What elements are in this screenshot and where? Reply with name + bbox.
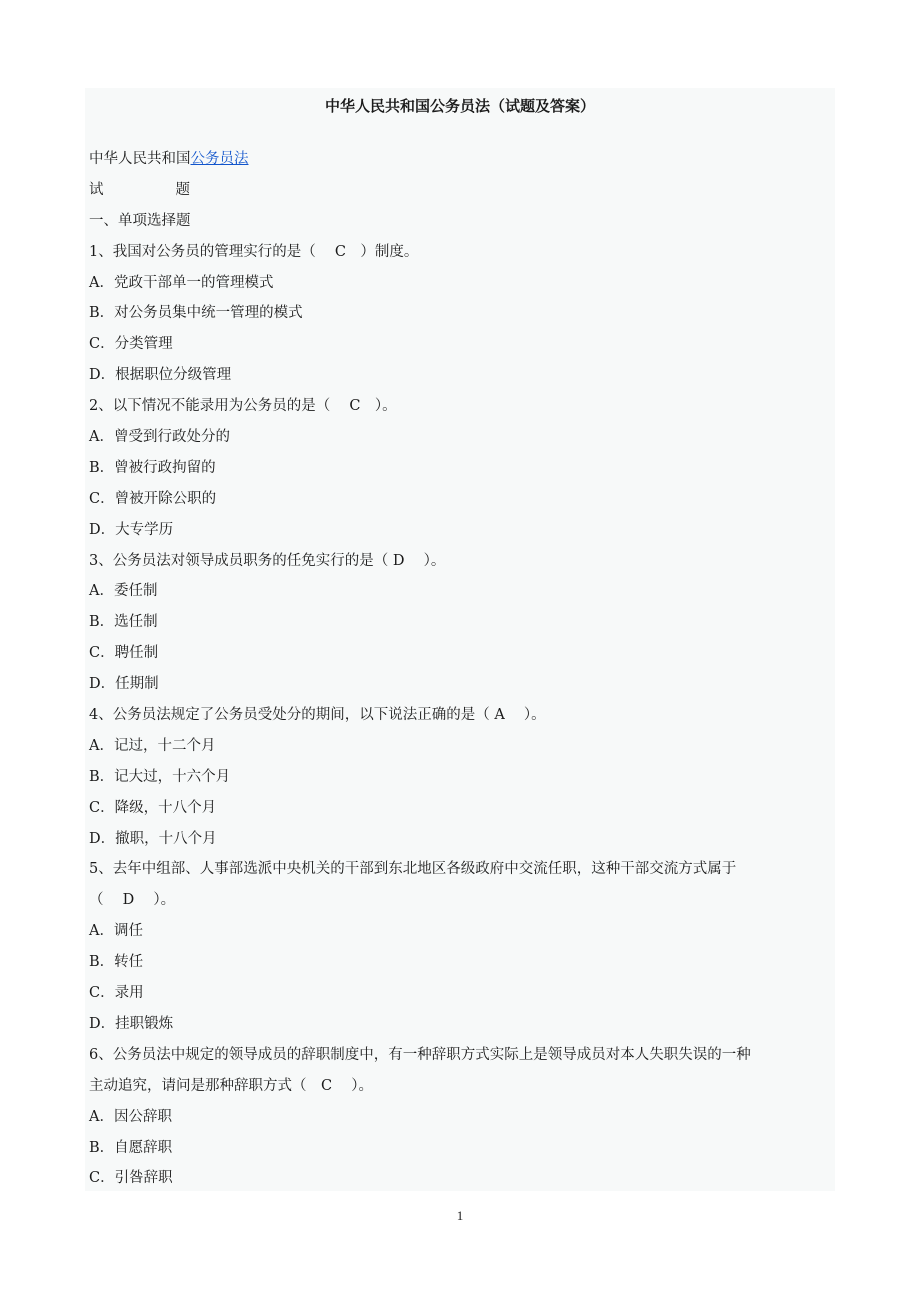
option: B．记大过，十六个月 — [89, 768, 231, 785]
law-name-link[interactable]: 公务员法 — [190, 151, 249, 167]
option: C．录用 — [89, 985, 144, 1002]
option: B．曾被行政拘留的 — [89, 459, 216, 476]
option: A．调任 — [89, 923, 143, 940]
section-heading: 一、单项选择题 — [89, 212, 191, 229]
option: A．党政干部单一的管理模式 — [89, 274, 274, 291]
question-6-continued: 主动追究，请问是那种辞职方式（ C ）。 — [89, 1077, 373, 1094]
option: A．曾受到行政处分的 — [89, 429, 230, 446]
option: A．因公辞职 — [89, 1108, 172, 1125]
question-4: 4、公务员法规定了公务员受处分的期间，以下说法正确的是（ A ）。 — [89, 707, 546, 724]
question-6: 6、公务员法中规定的领导成员的辞职制度中，有一种辞职方式实际上是领导成员对本人失职失误的一种 — [89, 1046, 751, 1063]
law-name-prefix: 中华人民共和国 — [89, 151, 191, 167]
option: D．任期制 — [89, 676, 159, 693]
document-title: 中华人民共和国公务员法（试题及答案） — [324, 97, 595, 115]
option: C．引咎辞职 — [89, 1170, 173, 1187]
question-1: 1、我国对公务员的管理实行的是（ C ）制度。 — [89, 243, 419, 260]
question-3: 3、公务员法对领导成员职务的任免实行的是（ D ）。 — [89, 552, 446, 569]
law-name-line — [89, 148, 833, 179]
document-page — [85, 88, 835, 1191]
question-5-continued: （ D ）。 — [89, 892, 176, 909]
option: C．分类管理 — [89, 336, 173, 353]
option: C．曾被开除公职的 — [89, 490, 217, 507]
question-5: 5、去年中组部、人事部选派中央机关的干部到东北地区各级政府中交流任职，这种干部交流方式属于 — [89, 861, 737, 878]
question-2: 2、以下情况不能录用为公务员的是（ C ）。 — [89, 398, 397, 415]
option: D．大专学历 — [89, 521, 174, 538]
option: D．挂职锻炼 — [89, 1015, 174, 1032]
document-body — [89, 148, 833, 1198]
page-number: 1 — [456, 1208, 464, 1223]
option: B．选任制 — [89, 614, 158, 631]
option: D．撤职，十八个月 — [89, 830, 217, 847]
option: D．根据职位分级管理 — [89, 367, 232, 384]
option: A．记过，十二个月 — [89, 737, 216, 754]
section-label: 试 题 — [89, 181, 190, 198]
option: A．委任制 — [89, 583, 158, 600]
option: C．聘任制 — [89, 645, 159, 662]
option: B．自愿辞职 — [89, 1139, 173, 1156]
option: C．降级，十八个月 — [89, 799, 217, 816]
option: B．转任 — [89, 954, 144, 971]
option: B．对公务员集中统一管理的模式 — [89, 305, 303, 322]
